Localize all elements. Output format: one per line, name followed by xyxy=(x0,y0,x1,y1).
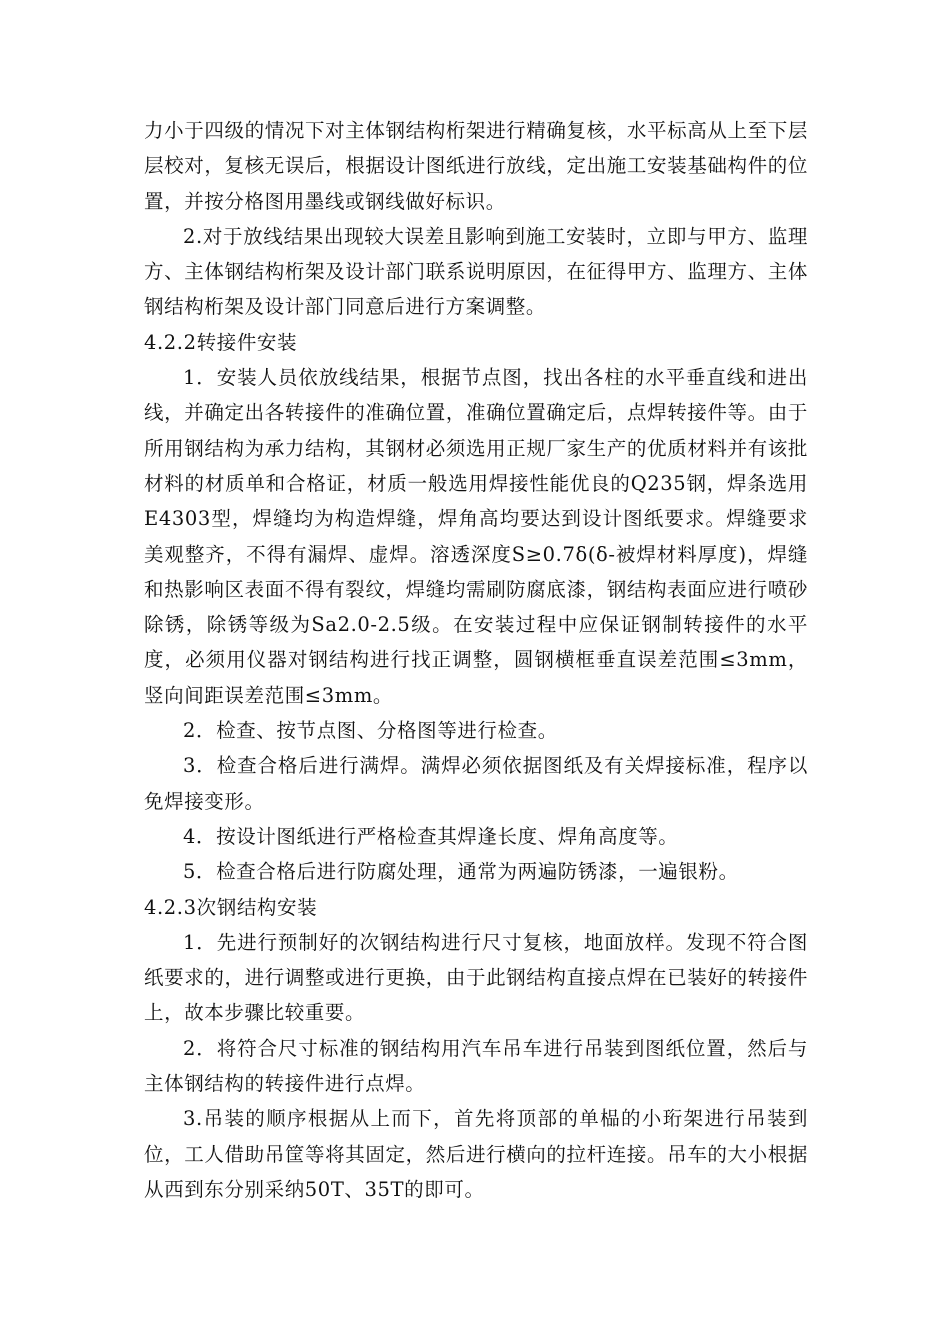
paragraph-4-2-3-item-3: 3.吊装的顺序根据从上而下，首先将顶部的单榀的小珩架进行吊装到位，工人借助吊筐等将其固定，然后进行横向的拉杆连接。吊车的大小根据从西到东分别采纳50T、35T的即可。 xyxy=(144,1107,808,1201)
document-page xyxy=(144,113,808,1207)
section-heading-4-2-3: 4.2.3次钢结构安装 xyxy=(144,895,318,919)
paragraph-4-2-3-item-1: 1．先进行预制好的次钢结构进行尺寸复核，地面放样。发现不符合图纸要求的，进行调整或进行更换，由于此钢结构直接点焊在已装好的转接件上，故本步骤比较重要。 xyxy=(144,930,808,1025)
paragraph-4-2-2-item-2: 2．检查、按节点图、分格图等进行检查。 xyxy=(183,719,558,743)
paragraph-2: 2.对于放线结果出现较大误差且影响到施工安装时，立即与甲方、监理方、主体钢结构桁架及设计部门联系说明原因，在征得甲方、监理方、主体钢结构桁架及设计部门同意后进行方案调整。 xyxy=(144,224,808,319)
paragraph-1: 力小于四级的情况下对主体钢结构桁架进行精确复核，水平标高从上至下层层校对，复核无误后，根据设计图纸进行放线，定出施工安装基础构件的位置，并按分格图用墨线或钢线做好标识。 xyxy=(144,119,808,213)
paragraph-4-2-2-item-4: 4．按设计图纸进行严格检查其焊逢长度、焊角高度等。 xyxy=(183,824,679,848)
paragraph-4-2-3-item-2: 2．将符合尺寸标准的钢结构用汽车吊车进行吊装到图纸位置，然后与主体钢结构的转接件进行点焊。 xyxy=(144,1036,808,1096)
paragraph-4-2-2-item-3: 3．检查合格后进行满焊。满焊必须依据图纸及有关焊接标准，程序以免焊接变形。 xyxy=(144,754,808,813)
paragraph-4-2-2-item-5: 5．检查合格后进行防腐处理，通常为两遍防锈漆，一遍银粉。 xyxy=(183,860,739,884)
paragraph-4-2-2-item-1: 1．安装人员依放线结果，根据节点图，找出各柱的水平垂直线和进出线，并确定出各转接件的准确位置，准确位置确定后，点焊转接件等。由于所用钢结构为承力结构，其钢材必须选用正规厂家生产的优质材料并有该批材料的材质单和合格证，材质一般选用焊接性能优良的Q235钢，焊条选用E4303型，焊缝均为构造焊缝，焊角高均要达到设计图纸要求。焊缝要求美观整齐，不得有漏焊、虚焊。溶透深度S≥0.7δ(δ-被焊材料厚度)，焊缝和热影响区表面不得有裂纹，焊缝均需刷防腐底漆，钢结构表面应进行喷砂除锈，除锈等级为Sa2.0-2.5级。在安装过程中应保证钢制转接件的水平度，必须用仪器对钢结构进行找正调整，圆钢横框垂直误差范围≤3mm，竖向间距误差范围≤3mm。 xyxy=(144,366,808,707)
section-heading-4-2-2: 4.2.2转接件安装 xyxy=(144,330,298,354)
